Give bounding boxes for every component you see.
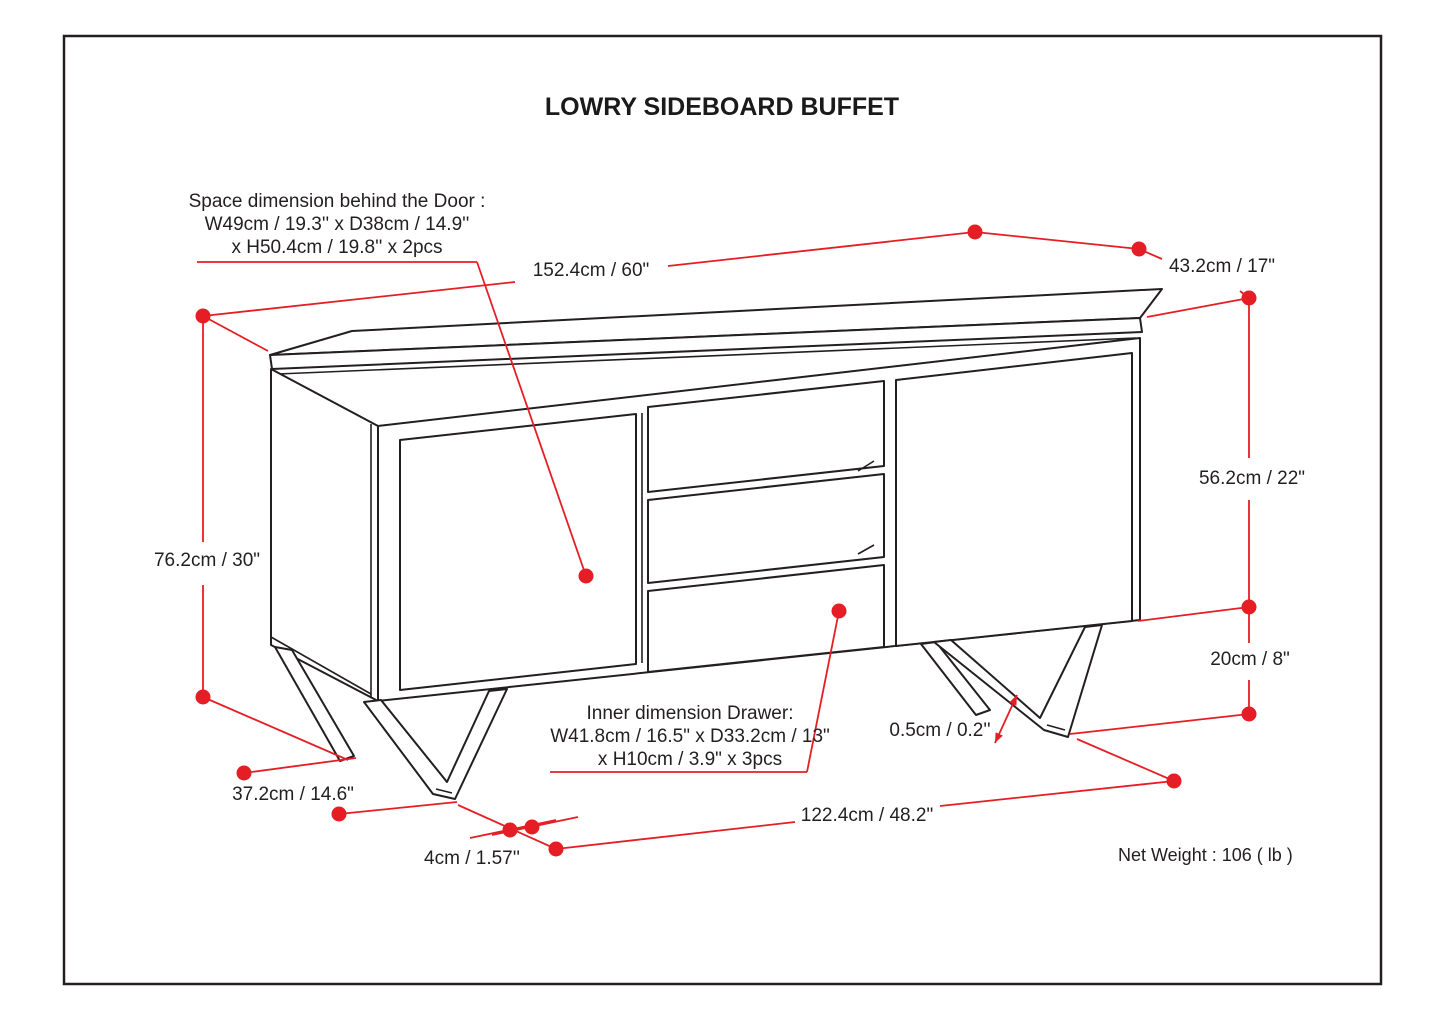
width-dim-line-right [668, 232, 975, 266]
drawer-note-line3: x H10cm / 3.9" x 3pcs [597, 749, 783, 770]
dim-dot-leg-front [332, 807, 347, 822]
drawer-note-line1: Inner dimension Drawer: [586, 703, 794, 724]
dim-dot-between-legs-left [549, 842, 564, 857]
leg-span-leader-back [244, 758, 356, 773]
door-note-line3: x H50.4cm / 19.8'' x 2pcs [231, 237, 443, 258]
width-dim-line-left [203, 282, 515, 316]
dim-dot-top-right [968, 225, 983, 240]
label-leg-height: 20cm / 8" [1210, 649, 1290, 670]
dim-dot-depth-front [1242, 291, 1257, 306]
dim-dot-body-bottom [1242, 600, 1257, 615]
arrow-head-down-icon [995, 732, 1003, 743]
dim-dot-depth-back [1132, 242, 1147, 257]
width-leader-left [203, 316, 268, 351]
dim-dot-between-legs-right [1167, 774, 1182, 789]
left-door [400, 414, 636, 690]
dim-dot-drawer [832, 604, 847, 619]
dim-dot-top-left [196, 309, 211, 324]
dim-dot-leg-back [237, 766, 252, 781]
label-leg-edge-width: 0.5cm / 0.2'' [889, 720, 991, 741]
body-bottom-leader [1138, 607, 1249, 621]
dim-dot-leg-thick-1 [503, 823, 518, 838]
dim-dot-floor-right [1242, 707, 1257, 722]
floor-leader [1070, 714, 1249, 734]
leg-span-leader-front [339, 802, 457, 814]
depth-leader-front [1147, 298, 1249, 317]
label-overall-height: 76.2cm / 30" [153, 550, 261, 571]
between-legs-leader-right [1077, 739, 1174, 781]
right-door [896, 353, 1132, 646]
left-front-leg [364, 689, 507, 799]
label-leg-footprint: 37.2cm / 14.6" [232, 784, 354, 805]
label-overall-depth: 43.2cm / 17" [1168, 256, 1276, 277]
between-legs-line-right [940, 781, 1174, 806]
door-note-line1: Space dimension behind the Door : [188, 191, 486, 212]
net-weight-text: Net Weight : 106 ( lb ) [1118, 845, 1293, 865]
page-title: LOWRY SIDEBOARD BUFFET [544, 93, 900, 121]
label-body-height: 56.2cm / 22" [1198, 468, 1306, 489]
dim-dot-door [579, 569, 594, 584]
label-leg-thickness: 4cm / 1.57'' [424, 848, 520, 869]
between-legs-line-left [556, 822, 795, 849]
door-note-line2: W49cm / 19.3'' x D38cm / 14.9'' [204, 214, 470, 235]
drawer-note-line2: W41.8cm / 16.5" x D33.2cm / 13" [550, 726, 830, 747]
dim-dot-leg-thick-2 [525, 820, 540, 835]
depth-dim-line-left [975, 232, 1139, 249]
label-overall-width: 152.4cm / 60" [532, 260, 650, 281]
dim-dot-floor-left [196, 690, 211, 705]
label-between-legs: 122.4cm / 48.2" [800, 805, 934, 826]
